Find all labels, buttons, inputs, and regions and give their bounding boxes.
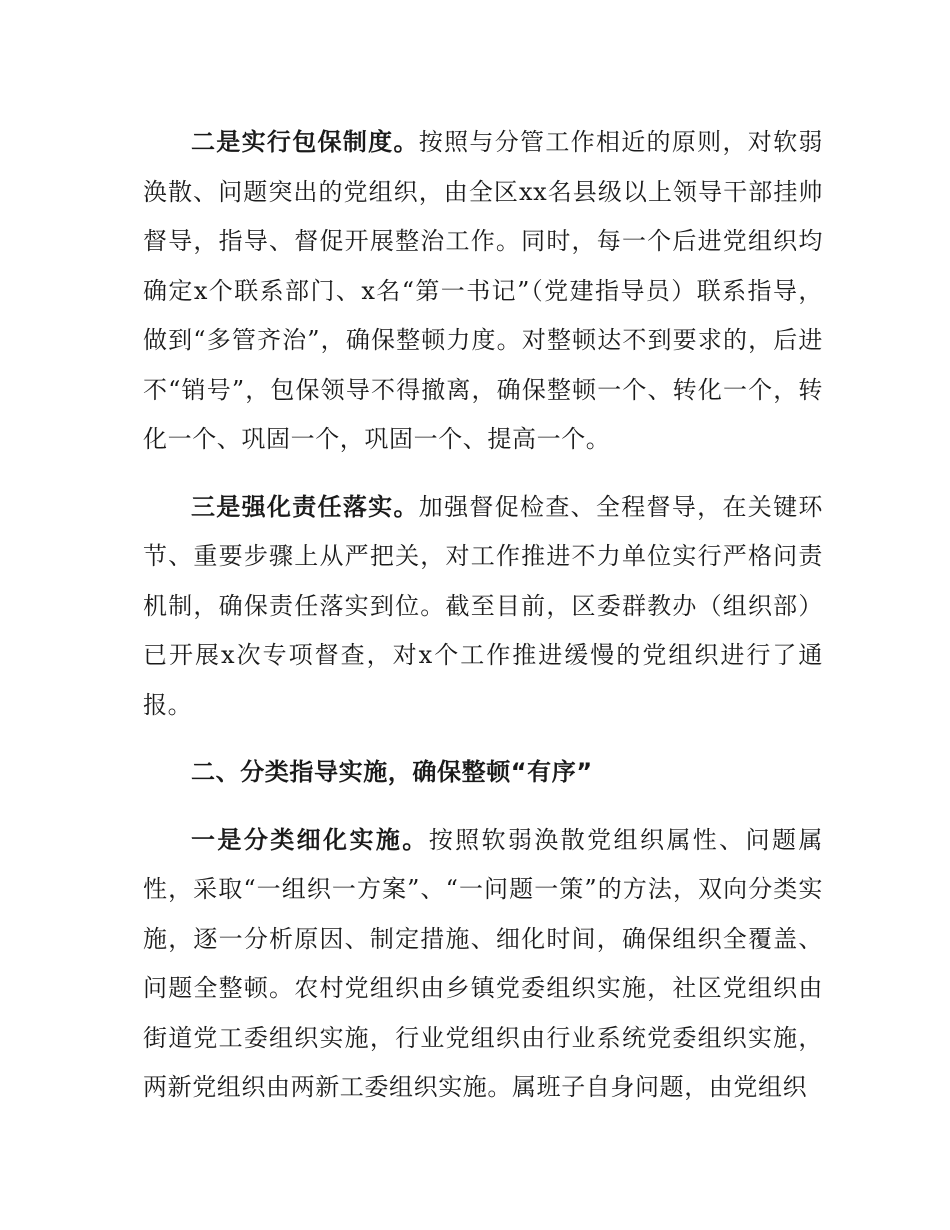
paragraph-lead: 三是强化责任落实。 <box>191 492 419 521</box>
paragraph-gap <box>143 465 823 483</box>
document-body <box>143 118 823 1113</box>
paragraph-lead: 一是分类细化实施。 <box>191 825 429 854</box>
paragraph-text: 按照软弱涣散党组织属性、问题属性，采取“一组织一方案”、“一问题一策”的方法，双向分类实施，逐一分析原因、制定措施、细化时间，确保组织全覆盖、问题全整顿。农村党组织由乡镇党委组织实施，社区党组织由街道党工委组织实施，行业党组织由行业系统党委组织实施，两新党组织由两新工委组织实施。属班子自身问题，由党组织 <box>143 825 824 1101</box>
paragraph-lead: 二是实行包保制度。 <box>191 128 419 156</box>
paragraph-gap <box>143 798 823 816</box>
paragraph-classified-implementation <box>143 816 823 1113</box>
section-heading: 二、分类指导实施，确保整顿“有序” <box>191 758 593 786</box>
paragraph-text: 加强督促检查、全程督导，在关键环节、重要步骤上从严把关，对工作推进不力单位实行严格问责机制，确保责任落实到位。截至目前，区委群教办（组织部）已开展x次专项督查，对x个工作推进缓慢的党组织进行了通报。 <box>143 492 823 719</box>
paragraph-responsibility <box>143 483 823 731</box>
paragraph-gap <box>143 730 823 748</box>
paragraph-text: 按照与分管工作相近的原则，对软弱涣散、问题突出的党组织，由全区xx名县级以上领导干部挂帅督导，指导、督促开展整治工作。同时，每一个后进党组织均确定x个联系部门、x名“第一书记”（党建指导员）联系指导，做到“多管齐治”，确保整顿力度。对整顿达不到要求的，后进不“销号”，包保领导不得撤离，确保整顿一个、转化一个，转化一个、巩固一个，巩固一个、提高一个。 <box>143 128 823 453</box>
paragraph-baobao-system <box>143 118 823 465</box>
